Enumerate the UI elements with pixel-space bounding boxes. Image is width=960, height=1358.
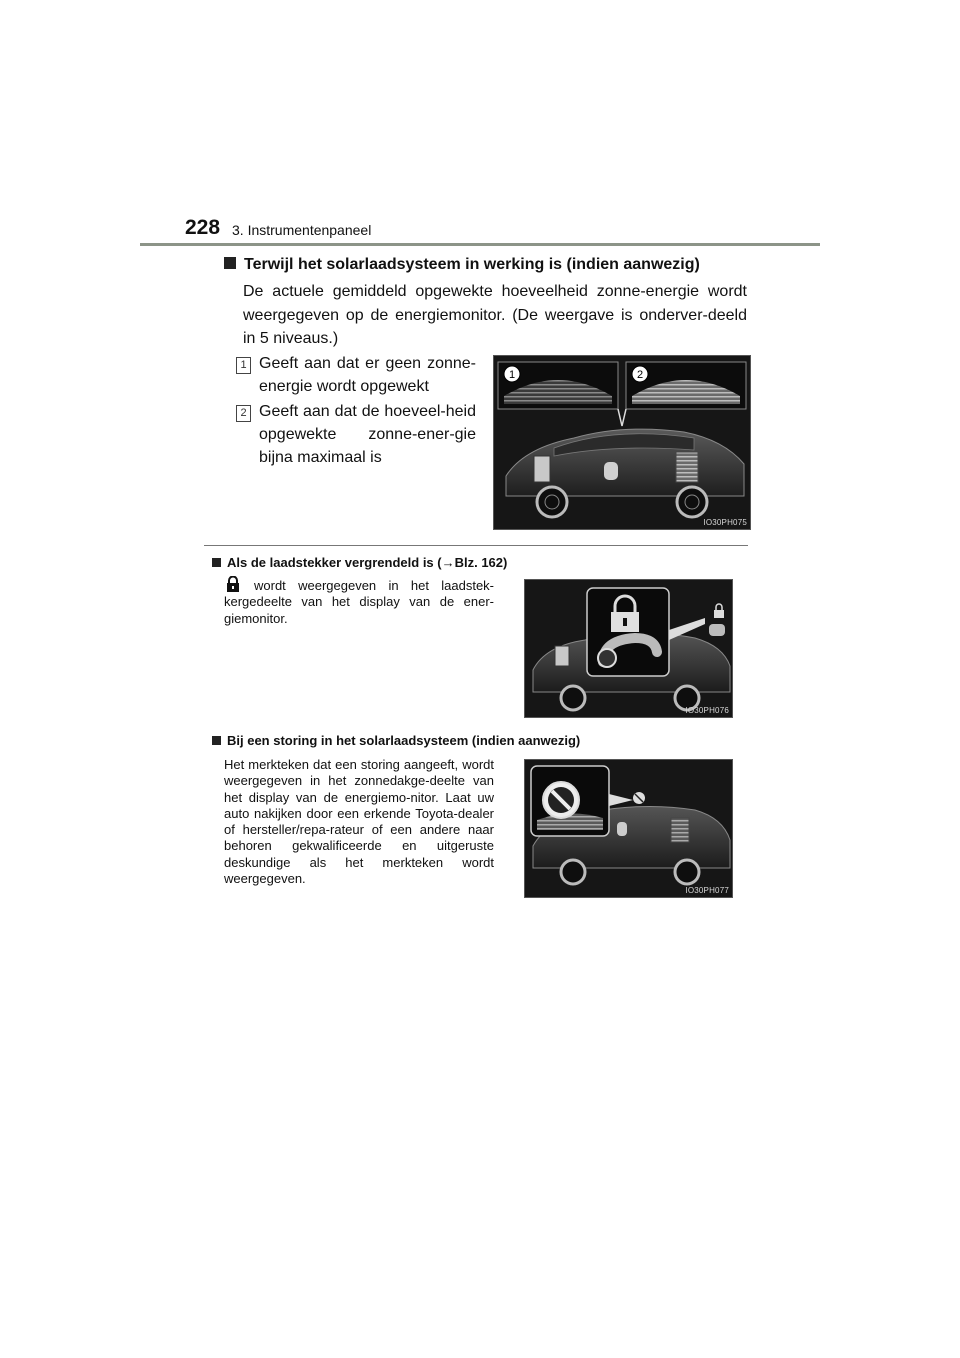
callout-1: 1 [508, 369, 516, 381]
page-number: 228 [185, 216, 221, 239]
figure-code: IO30PH076 [685, 706, 729, 715]
section-heading-solar: Terwijl het solarlaadsysteem in werking is (indien aanwezig) [224, 255, 700, 275]
section-text-fault: Het merkteken dat een storing aangeeft, wordt weergegeven in het zonnedakge-deelte van het display van de energiemo-nitor. Laat uw auto nakijken door een erkende Toyota-dealer of hersteller/repa-rateur of een andere naar behoren gekwalificeerde en uitgeruste deskundige als het merkteken wordt weergegeven. [224, 757, 494, 887]
section-paragraph-solar: De actuele gemiddeld opgewekte hoeveelheid zonne-energie wordt weergegeven op de energiemonitor. (De weergave is onderver-deeld in 5 niveaus.) [243, 283, 747, 347]
figure-solar-levels [493, 355, 751, 530]
chapter-title: 3. Instrumentenpaneel [232, 222, 372, 238]
lock-icon [226, 576, 240, 592]
section-text-locked: wordt weergegeven in het laadstek-kergedeelte van het display van de ener-giemonitor. [224, 578, 494, 626]
item-text-1: Geeft aan dat er geen zonne-energie wordt opgewekt [259, 355, 476, 395]
bullet-square-icon [224, 257, 236, 269]
bullet-square-icon [212, 558, 221, 567]
bullet-square-icon [212, 736, 221, 745]
item-number-2: 2 [236, 403, 251, 422]
charger-lock-illustration [525, 580, 732, 717]
figure-code: IO30PH075 [703, 518, 747, 527]
solar-fault-illustration [525, 760, 732, 897]
item-number-1: 1 [236, 355, 251, 374]
section-heading-fault: Bij een storing in het solarlaadsysteem (indien aanwezig) [212, 733, 580, 749]
solar-display-illustration [494, 356, 750, 529]
section-heading-locked: Als de laadstekker vergrendeld is (→Blz. 162) [212, 555, 507, 571]
figure-charger-locked [524, 579, 733, 718]
header-divider [140, 243, 820, 246]
section-divider [204, 545, 748, 546]
callout-2: 2 [636, 369, 644, 381]
figure-solar-fault [524, 759, 733, 898]
item-text-2: Geeft aan dat de hoeveel-heid opgewekte zonne-ener-gie bijna maximaal is [259, 403, 476, 466]
figure-code: IO30PH077 [685, 886, 729, 895]
